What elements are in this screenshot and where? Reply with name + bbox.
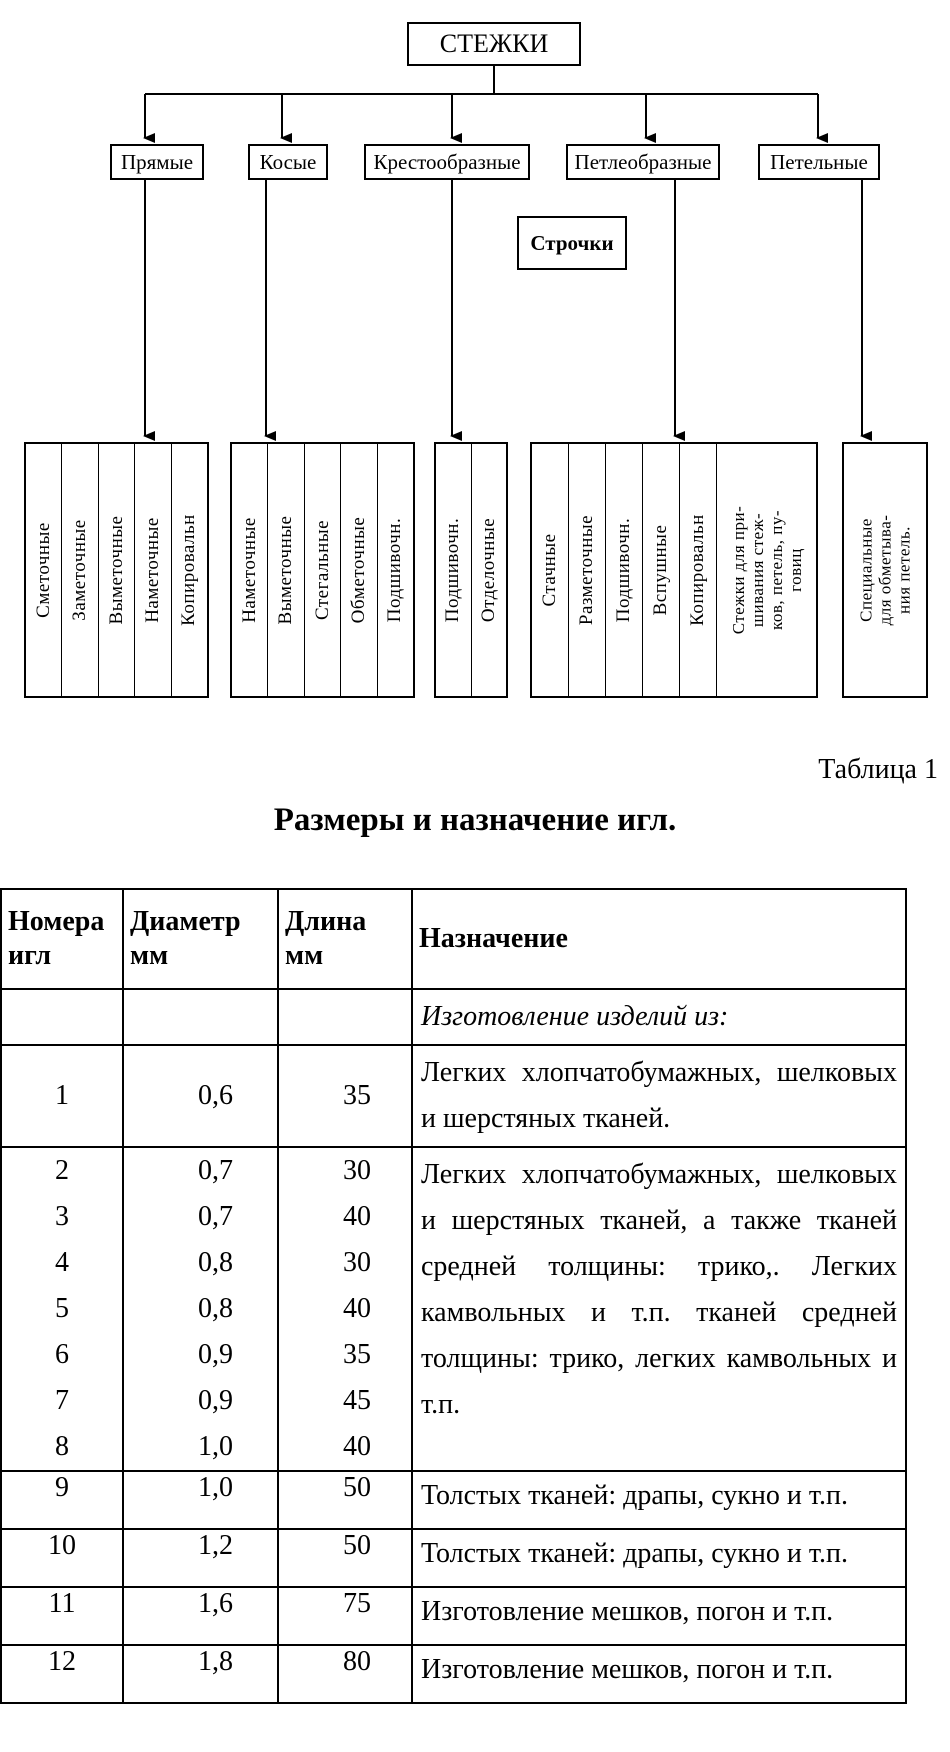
stitch-type: Сметочные bbox=[26, 444, 62, 696]
needle-length: 75 bbox=[278, 1587, 412, 1645]
category-straight: Прямые bbox=[110, 144, 204, 180]
table-title: Размеры и назначение игл. bbox=[273, 802, 677, 838]
table-row bbox=[1, 1471, 906, 1529]
needle-number: 9 bbox=[1, 1471, 123, 1529]
needle-diameter: 1,6 bbox=[123, 1587, 278, 1645]
needle-number: 1 bbox=[1, 1045, 123, 1147]
stitch-type: Подшивочн. bbox=[384, 517, 406, 623]
seams-label: Строчки bbox=[517, 216, 627, 270]
stitch-type: Разметочные bbox=[569, 444, 606, 696]
header-needle-numbers: Номера игл bbox=[1, 889, 123, 989]
needle-purpose: Легких хлопчатобумажных, шелковых и шерстяных тканей. bbox=[412, 1045, 906, 1147]
stitch-type: Копировальн bbox=[680, 444, 717, 696]
stitch-type: Стачные bbox=[532, 444, 569, 696]
stitch-type: Специальные для обметыва- ния петель. bbox=[856, 514, 914, 626]
stitch-type: Обметочные bbox=[341, 444, 377, 696]
category-slanted: Косые bbox=[248, 144, 328, 180]
group-slanted bbox=[230, 442, 415, 698]
stitch-type: Копировальн bbox=[178, 514, 200, 626]
needle-diameter: 0,6 bbox=[123, 1045, 278, 1147]
group-buttonhole bbox=[842, 442, 928, 698]
category-buttonhole: Петельные bbox=[758, 144, 880, 180]
needle-diameter: 0,7 0,7 0,8 0,8 0,9 0,9 1,0 bbox=[123, 1147, 278, 1471]
root-node-stitches: СТЕЖКИ bbox=[407, 22, 581, 66]
table-number: Таблица 1 bbox=[818, 754, 938, 785]
table-row bbox=[1, 1645, 906, 1703]
needle-diameter: 1,8 bbox=[123, 1645, 278, 1703]
needle-purpose: Изготовление мешков, погон и т.п. bbox=[412, 1645, 906, 1703]
stitch-type: Вспушные bbox=[643, 444, 680, 696]
stitch-type: Стежки для при- шивания стеж- ков, петель, пу- говиц bbox=[728, 505, 805, 635]
needle-purpose: Изготовление мешков, погон и т.п. bbox=[412, 1587, 906, 1645]
needle-length: 35 bbox=[278, 1045, 412, 1147]
group-cross bbox=[434, 442, 508, 698]
stitch-type: Подшивочн. bbox=[606, 444, 643, 696]
category-loop-like: Петлеобразные bbox=[566, 144, 720, 180]
stitch-type: Выметочные bbox=[268, 444, 304, 696]
header-purpose: Назначение bbox=[412, 889, 906, 989]
table-row bbox=[1, 1587, 906, 1645]
stitch-type: Выметочные bbox=[99, 444, 135, 696]
table-row bbox=[1, 1147, 906, 1471]
needle-number: 11 bbox=[1, 1587, 123, 1645]
stitch-type: Наметочные bbox=[135, 444, 171, 696]
needle-purpose: Легких хлопчатобумажных, шелковых и шерстяных тканей, а также тканей средней толщины: трико,. Легких камвольных и т.п. тканей средней толщины: трико, легких камвольных и т.п. bbox=[412, 1147, 906, 1471]
header-diameter: Диаметр мм bbox=[123, 889, 278, 989]
needle-number: 10 bbox=[1, 1529, 123, 1587]
needle-number: 12 bbox=[1, 1645, 123, 1703]
stitch-type: Отделочные bbox=[477, 517, 499, 623]
needle-diameter: 1,0 bbox=[123, 1471, 278, 1529]
table-header-row bbox=[1, 889, 906, 989]
needle-diameter: 1,2 bbox=[123, 1529, 278, 1587]
purpose-intro: Изготовление изделий из: bbox=[412, 989, 906, 1045]
group-straight bbox=[24, 442, 209, 698]
stitch-type: Заметочные bbox=[62, 444, 98, 696]
group-loop-like bbox=[530, 442, 818, 698]
needle-length: 50 bbox=[278, 1529, 412, 1587]
needle-purpose: Толстых тканей: драпы, сукно и т.п. bbox=[412, 1529, 906, 1587]
needle-number: 2 3 4 5 6 7 8 bbox=[1, 1147, 123, 1471]
needle-purpose: Толстых тканей: драпы, сукно и т.п. bbox=[412, 1471, 906, 1529]
table-row bbox=[1, 1529, 906, 1587]
needle-length: 80 bbox=[278, 1645, 412, 1703]
table-row bbox=[1, 989, 906, 1045]
category-cross: Крестообразные bbox=[364, 144, 530, 180]
table-row bbox=[1, 1045, 906, 1147]
stitch-type: Стегальные bbox=[305, 444, 341, 696]
needle-length: 50 bbox=[278, 1471, 412, 1529]
needle-sizes-table bbox=[0, 888, 907, 1704]
stitch-type: Наметочные bbox=[232, 444, 268, 696]
stitch-type: Подшивочн. bbox=[436, 444, 472, 696]
header-length: Длина мм bbox=[278, 889, 412, 989]
needle-length: 30 40 30 40 35 45 40 bbox=[278, 1147, 412, 1471]
